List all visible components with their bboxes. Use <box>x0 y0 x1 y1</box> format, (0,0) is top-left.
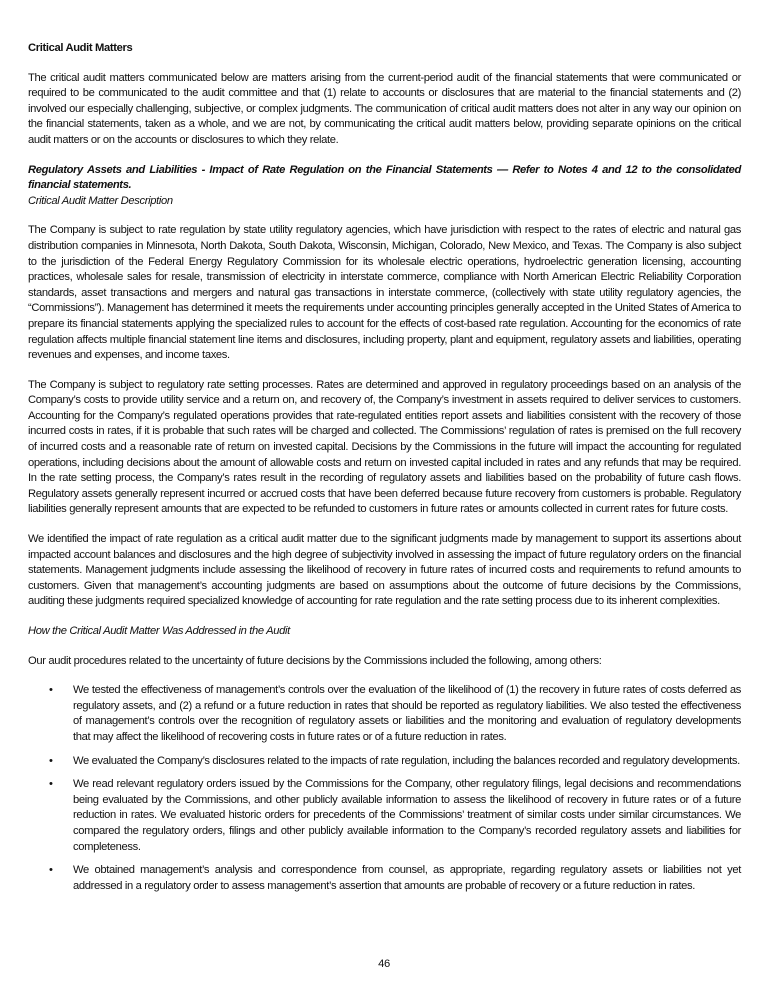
procedure-text: We obtained management’s analysis and correspondence from counsel, as appropriate, regarding regulatory assets or liabilities not yet addressed in a regulatory order to assess management’s assertion that amounts are probable of recovery or a future reduction in rates. <box>73 864 741 892</box>
procedure-text: We evaluated the Company’s disclosures related to the impacts of rate regulation, including the balances recorded and regulatory developments. <box>73 754 740 767</box>
section-heading: Critical Audit Matters <box>28 42 133 54</box>
procedures-list <box>28 683 741 894</box>
procedure-item <box>28 777 741 855</box>
page-number: 46 <box>378 958 390 970</box>
addressed-label: How the Critical Audit Matter Was Addressed in the Audit <box>28 625 290 637</box>
procedure-item <box>28 863 741 894</box>
bullet-icon: • <box>49 684 53 697</box>
description-paragraph: We identified the impact of rate regulation as a critical audit matter due to the significant judgments made by management to support its assertions about impacted account balances and disclosures and the high degree of subjectivity involved in assessing the impact of future regulatory orders on the financial statements. Management judgments include assessing the likelihood of recovery in future rates of incurred costs and requirements to refund amounts to customers. Given that management’s accounting judgments are based on assumptions about the outcome of future decisions by the Commissions, auditing these judgments required specialized knowledge of accounting for rate regulation and the rate setting process due to its inherent complexities. <box>28 533 741 608</box>
description-paragraph: The Company is subject to rate regulation by state utility regulatory agencies, which have jurisdiction with respect to the rates of electric and natural gas distribution companies in Minnesota, North Dakota, South Dakota, Wisconsin, Michigan, Colorado, New Mexico, and Texas. The Company is also subject to the jurisdiction of the Federal Energy Regulatory Commission for its wholesale electric operations, hydroelectric generation licensing, accounting practices, wholesale sales for resale, transmission of electricity in interstate commerce, compliance with North American Electric Reliability Corporation standards, asset transactions and mergers and natural gas transactions in interstate commerce, (collectively with state utility regulatory agencies, the “Commissions”). Management has determined it meets the requirements under accounting principles generally accepted in the United States of America to prepare its financial statements applying the specialized rules to account for the effects of cost-based rate regulation. Accounting for the economics of rate regulation affects multiple financial statement line items and disclosures, including property, plant and equipment, regulatory assets and liabilities, operating revenues and expenses, and income taxes. <box>28 224 741 362</box>
procedure-item <box>28 754 741 770</box>
bullet-icon: • <box>49 864 53 877</box>
critical-audit-matter-title: Regulatory Assets and Liabilities - Impact of Rate Regulation on the Financial Statements — Refer to Notes 4 and 12 to the consolidated financial statements. <box>28 163 741 192</box>
procedure-text: We read relevant regulatory orders issued by the Commissions for the Company, other regulatory filings, legal decisions and recommendations being evaluated by the Commissions, and other publicly available information to assess the likelihood of recovery in future rates or of a future reduction in rates. We evaluated historic orders for precedents of the Commissions’ treatment of similar costs under similar circumstances. We compared the regulatory orders, filings and other publicly available information to the Company’s recorded regulatory assets and liabilities for completeness. <box>73 778 741 853</box>
description-label: Critical Audit Matter Description <box>28 194 173 207</box>
bullet-icon: • <box>49 778 53 791</box>
intro-paragraph: The critical audit matters communicated below are matters arising from the current-period audit of the financial statements that were communicated or required to be communicated to the audit committee and that (1) relate to accounts or disclosures that are material to the financial statements and (2) involved our especially challenging, subjective, or complex judgments. The communication of critical audit matters does not alter in any way our opinion on the financial statements, taken as a whole, and we are not, by communicating the critical audit matters below, providing separate opinions on the critical audit matters or on the accounts or disclosures to which they relate. <box>28 71 741 146</box>
procedure-item <box>28 683 741 745</box>
procedures-intro: Our audit procedures related to the uncertainty of future decisions by the Commissions included the following, among others: <box>28 654 602 667</box>
description-paragraph: The Company is subject to regulatory rate setting processes. Rates are determined and approved in regulatory proceedings based on an analysis of the Company’s costs to provide utility service and a return on, and recovery of, the Company’s investment in assets required to deliver services to customers. Accounting for the Company’s regulated operations provides that rate-regulated entities report assets and liabilities consistent with the recovery of those incurred costs in rates, if it is probable that such rates will be charged and collected. The Commissions’ regulation of rates is premised on the full recovery of incurred costs and a reasonable rate of return on invested capital. Decisions by the Commissions in the future will impact the accounting for regulated operations, including decisions about the amount of allowable costs and return on invested capital included in rates and any refunds that may be required. In the rate setting process, the Company’s rates result in the recording of regulatory assets and liabilities based on the probability of future cash flows. Regulatory assets generally represent incurred or accrued costs that have been deferred because future recovery from customers is probable. Regulatory liabilities generally represent amounts that are expected to be refunded to customers in future rates or amounts collected in current rates for future costs. <box>28 378 741 516</box>
bullet-icon: • <box>49 754 53 767</box>
procedure-text: We tested the effectiveness of management’s controls over the evaluation of the likelihood of (1) the recovery in future rates of costs deferred as regulatory assets, and (2) a refund or a future reduction in rates that should be reported as regulatory liabilities. We also tested the effectiveness of management’s controls over the recognition of regulatory assets or liabilities and the monitoring and evaluation of regulatory developments that may affect the likelihood of recovering costs in future rates or of a future reduction in rates. <box>73 684 741 743</box>
document-page <box>28 41 741 902</box>
